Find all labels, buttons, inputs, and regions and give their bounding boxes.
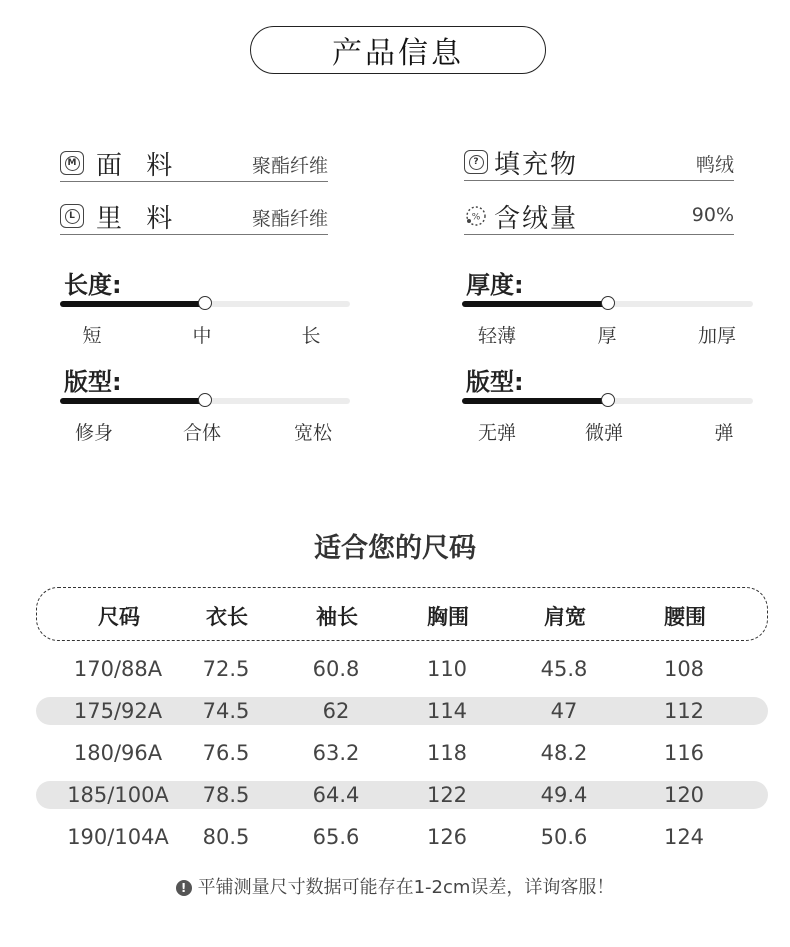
col-head-waist: 腰围 (664, 605, 706, 629)
cell-length: 74.5 (202, 699, 250, 723)
length-tick-short: 短 (82, 325, 102, 347)
cell-sleeve: 64.4 (312, 783, 360, 807)
cell-length: 78.5 (202, 783, 250, 807)
cell-chest: 122 (426, 783, 468, 807)
cell-waist: 120 (663, 783, 705, 807)
col-head-length: 衣长 (206, 605, 248, 629)
cell-sleeve: 65.6 (312, 825, 360, 849)
fabric-badge-icon: M (60, 151, 84, 175)
cell-shoulder: 47 (550, 699, 578, 723)
fit-slider (60, 398, 350, 404)
fabric-label: 面 料 (96, 151, 181, 181)
fit-knob (198, 393, 212, 407)
filling-value: 鸭绒 (695, 154, 734, 176)
fit-tick-regular: 合体 (182, 422, 222, 444)
stretch-fill (462, 398, 608, 404)
lining-value: 聚酯纤维 (251, 208, 328, 230)
length-fill (60, 301, 205, 307)
note-text: 平铺测量尺寸数据可能存在1-2cm误差，详询客服！ (197, 877, 615, 898)
cell-chest: 110 (426, 657, 468, 681)
cell-sleeve: 62 (322, 699, 350, 723)
cell-chest: 114 (426, 699, 468, 723)
col-head-shoulder: 肩宽 (544, 605, 586, 629)
cell-shoulder: 45.8 (540, 657, 588, 681)
filling-label: 填充物 (494, 150, 579, 180)
cell-sleeve: 63.2 (312, 741, 360, 765)
table-row (36, 823, 768, 851)
stretch-tick-none: 无弹 (477, 422, 517, 444)
cell-shoulder: 50.6 (540, 825, 588, 849)
length-knob (198, 296, 212, 310)
length-tick-long: 长 (301, 325, 321, 347)
cell-sleeve: 60.8 (312, 657, 360, 681)
col-head-sleeve: 袖长 (316, 605, 358, 629)
cell-size: 175/92A (73, 699, 163, 723)
measurement-note (0, 873, 790, 899)
cell-size: 185/100A (67, 783, 169, 807)
down-content-label: 含绒量 (494, 204, 579, 234)
filling-row (464, 146, 734, 181)
cell-length: 80.5 (202, 825, 250, 849)
filling-badge-icon: ? (464, 150, 488, 174)
cell-shoulder: 48.2 (540, 741, 588, 765)
lining-label: 里 料 (96, 204, 181, 234)
fit-title: 版型: (64, 368, 122, 396)
exclamation-icon: ! (176, 880, 192, 896)
length-title: 长度: (64, 271, 122, 299)
length-tick-medium: 中 (192, 325, 212, 347)
stretch-tick-slight: 微弹 (584, 422, 624, 444)
stretch-slider (462, 398, 753, 404)
stretch-title: 版型: (466, 368, 524, 396)
cell-size: 180/96A (73, 741, 163, 765)
down-percent-icon (464, 204, 488, 228)
stretch-knob (601, 393, 615, 407)
fit-tick-loose: 宽松 (293, 422, 333, 444)
stretch-tick-stretch: 弹 (714, 422, 734, 444)
col-head-size: 尺码 (98, 605, 140, 629)
down-content-row (464, 200, 734, 235)
thickness-slider (462, 301, 753, 307)
page-title: 产品信息 (250, 26, 546, 74)
cell-length: 76.5 (202, 741, 250, 765)
cell-chest: 126 (426, 825, 468, 849)
cell-length: 72.5 (202, 657, 250, 681)
svg-text:%: % (471, 212, 481, 223)
cell-waist: 112 (663, 699, 705, 723)
cell-waist: 108 (663, 657, 705, 681)
fabric-value: 聚酯纤维 (251, 155, 328, 177)
thickness-tick-light: 轻薄 (477, 325, 517, 347)
lining-row (60, 200, 328, 235)
table-row (36, 655, 768, 683)
fit-fill (60, 398, 205, 404)
fabric-row (60, 147, 328, 182)
fit-tick-slim: 修身 (74, 422, 114, 444)
cell-size: 170/88A (73, 657, 163, 681)
cell-waist: 124 (663, 825, 705, 849)
cell-size: 190/104A (67, 825, 169, 849)
length-slider (60, 301, 350, 307)
size-heading: 适合您的尺码 (314, 533, 476, 564)
thickness-fill (462, 301, 608, 307)
lining-badge-icon: L (60, 204, 84, 228)
cell-waist: 116 (663, 741, 705, 765)
size-table-header (36, 587, 768, 641)
thickness-tick-extra-thick: 加厚 (697, 325, 737, 347)
cell-shoulder: 49.4 (540, 783, 588, 807)
table-row (36, 739, 768, 767)
table-row (36, 697, 768, 725)
down-content-value: 90% (691, 204, 734, 226)
table-row (36, 781, 768, 809)
thickness-title: 厚度: (466, 271, 524, 299)
thickness-tick-thick: 厚 (597, 325, 617, 347)
cell-chest: 118 (426, 741, 468, 765)
col-head-chest: 胸围 (427, 605, 469, 629)
thickness-knob (601, 296, 615, 310)
